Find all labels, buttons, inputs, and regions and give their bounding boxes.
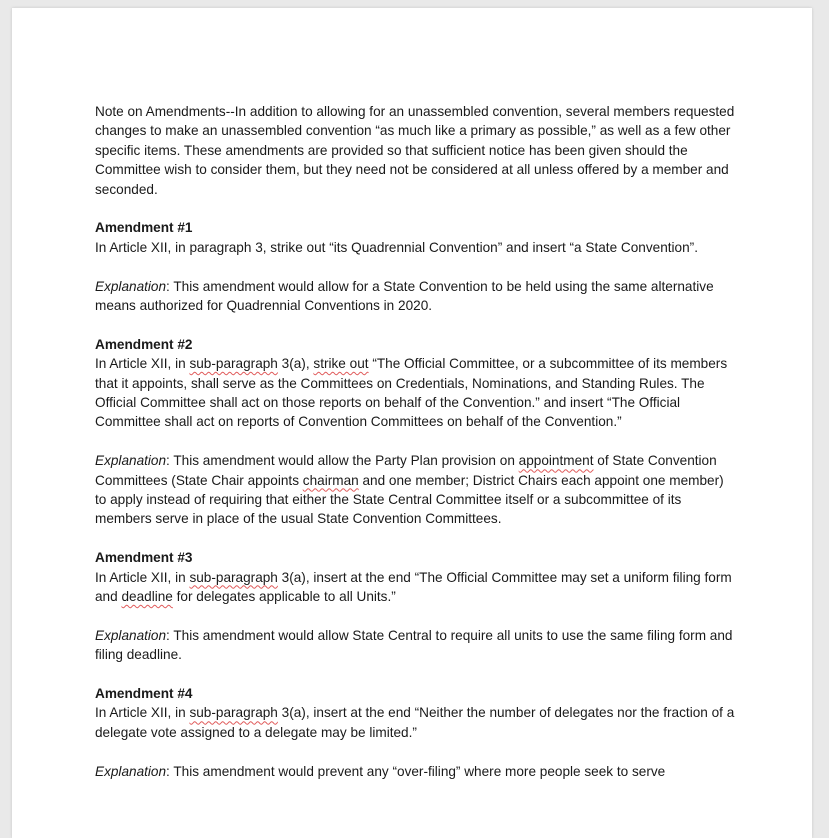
amendment-text: In Article XII, in sub-paragraph 3(a), insert at the end “The Official Committee may set a uniform filing form and deadline for delegates applicable to all Units.” (95, 569, 732, 605)
amendment-2 (95, 335, 735, 529)
amendment-explanation: Explanation: This amendment would prevent any “over-filing” where more people seek to serve (95, 763, 666, 779)
amendment-text: In Article XII, in paragraph 3, strike out “its Quadrennial Convention” and insert “a State Convention”. (95, 239, 698, 255)
amendment-explanation: Explanation: This amendment would allow State Central to require all units to use the same filing form and filing deadline. (95, 627, 733, 663)
amendment-explanation: Explanation: This amendment would allow for a State Convention to be held using the same alternative means authorized for Quadrennial Conventions in 2020. (95, 278, 714, 314)
amendment-explanation: Explanation: This amendment would allow the Party Plan provision on appointment of State Convention Committees (State Chair appoints chairman and one member; District Chairs each appoint one member) to apply instead of requiring that either the State Central Committee itself or a subcommittee of its members serve in place of the usual State Convention Committees. (95, 453, 724, 527)
amendment-4 (95, 684, 735, 781)
document-body (95, 102, 735, 800)
amendment-heading: Amendment #4 (95, 686, 193, 702)
amendment-text: In Article XII, in sub-paragraph 3(a), strike out “The Official Committee, or a subcommittee of its members that it appoints, shall serve as the Committees on Credentials, Nominations, and Standing Rules. The Official Committee shall act on those reports on behalf of the Convention.” and insert “The Official Committee shall act on reports of Convention Committees on behalf of the Convention.” (95, 356, 728, 430)
explanation-label: Explanation (95, 763, 167, 779)
spellcheck-flag[interactable]: sub-paragraph (189, 705, 278, 721)
explanation-label: Explanation (95, 453, 167, 469)
spellcheck-flag[interactable]: strike out (313, 356, 369, 372)
amendment-text: In Article XII, in sub-paragraph 3(a), insert at the end “Neither the number of delegates nor the fraction of a delegate vote assigned to a delegate may be limited.” (95, 705, 735, 740)
amendment-1 (95, 218, 735, 315)
amendment-heading: Amendment #1 (95, 220, 193, 236)
note-paragraph: Note on Amendments--In addition to allowing for an unassembled convention, several members requested changes to make an unassembled convention “as much like a primary as possible,” as well as a few other specific items. These amendments are provided so that sufficient notice has been given should the Committee wish to consider them, but they need not be considered at all unless offered by a member and seconded. (95, 104, 735, 197)
document-page (12, 8, 812, 838)
spellcheck-flag[interactable]: sub-paragraph (189, 356, 278, 372)
amendment-3 (95, 548, 735, 664)
spellcheck-flag[interactable]: chairman (302, 472, 359, 488)
spellcheck-flag[interactable]: sub-paragraph (189, 569, 278, 585)
amendment-heading: Amendment #2 (95, 336, 193, 352)
spellcheck-flag[interactable]: appointment (518, 453, 594, 469)
amendment-heading: Amendment #3 (95, 550, 193, 566)
explanation-label: Explanation (95, 627, 167, 643)
spellcheck-flag[interactable]: deadline (121, 589, 173, 605)
explanation-label: Explanation (95, 278, 167, 294)
